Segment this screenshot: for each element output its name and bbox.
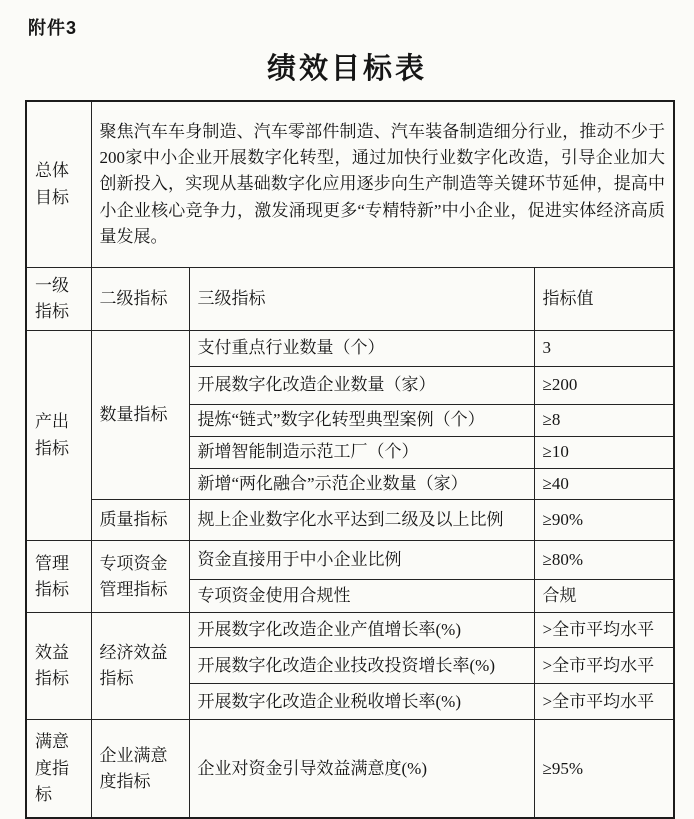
indicator-value: ≥8 — [534, 405, 674, 437]
indicator-name: 开展数字化改造企业税收增长率(%) — [189, 684, 534, 720]
indicator-name: 提炼“链式”数字化转型典型案例（个） — [189, 405, 534, 437]
indicator-name: 资金直接用于中小企业比例 — [189, 541, 534, 580]
indicator-row — [26, 331, 674, 367]
performance-target-table — [25, 100, 675, 819]
overall-goal-label: 总体目标 — [26, 101, 91, 268]
group-economic-benefit-label: 经济效益指标 — [91, 613, 189, 720]
header-level3: 三级指标 — [189, 268, 534, 331]
group-enterprise-satisfaction-label: 企业满意度指标 — [91, 720, 189, 819]
indicator-value: ≥40 — [534, 469, 674, 500]
header-level2: 二级指标 — [91, 268, 189, 331]
indicator-row — [26, 720, 674, 819]
attachment-label: 附件3 — [28, 18, 78, 38]
group-quality-label: 质量指标 — [91, 500, 189, 541]
group-special-fund-label: 专项资金管理指标 — [91, 541, 189, 613]
indicator-name: 企业对资金引导效益满意度(%) — [189, 720, 534, 819]
indicator-value: ≥200 — [534, 367, 674, 405]
indicator-value: ≥10 — [534, 437, 674, 469]
section-benefit-label: 效益指标 — [26, 613, 91, 720]
section-output-label: 产出指标 — [26, 331, 91, 541]
indicator-name: 支付重点行业数量（个） — [189, 331, 534, 367]
indicator-name: 开展数字化改造企业技改投资增长率(%) — [189, 648, 534, 684]
overall-goal-text: 聚焦汽车车身制造、汽车零部件制造、汽车装备制造细分行业，推动不少于200家中小企业开展数字化转型，通过加快行业数字化改造，引导企业加大创新投入，实现从基础数字化应用逐步向生产制造等关键环节延伸，提高中小企业核心竞争力，激发涌现更多“专精特新”中小企业，促进实体经济高质量发展。 — [91, 101, 674, 268]
overall-goal-row — [26, 101, 674, 268]
indicator-name: 新增智能制造示范工厂（个） — [189, 437, 534, 469]
indicator-value: ≥80% — [534, 541, 674, 580]
section-management-label: 管理指标 — [26, 541, 91, 613]
indicator-name: 新增“两化融合”示范企业数量（家） — [189, 469, 534, 500]
indicator-value: >全市平均水平 — [534, 648, 674, 684]
indicator-row — [26, 500, 674, 541]
indicator-value: 3 — [534, 331, 674, 367]
indicator-row — [26, 613, 674, 648]
indicator-value: 合规 — [534, 580, 674, 613]
table-header-row — [26, 268, 674, 331]
indicator-name: 开展数字化改造企业产值增长率(%) — [189, 613, 534, 648]
indicator-value: ≥90% — [534, 500, 674, 541]
section-satisfaction-label: 满意度指标 — [26, 720, 91, 819]
indicator-name: 开展数字化改造企业数量（家） — [189, 367, 534, 405]
header-value: 指标值 — [534, 268, 674, 331]
indicator-row — [26, 541, 674, 580]
indicator-value: >全市平均水平 — [534, 684, 674, 720]
group-quantity-label: 数量指标 — [91, 331, 189, 500]
indicator-value: >全市平均水平 — [534, 613, 674, 648]
page-title: 绩效目标表 — [266, 53, 427, 85]
indicator-name: 专项资金使用合规性 — [189, 580, 534, 613]
indicator-name: 规上企业数字化水平达到二级及以上比例 — [189, 500, 534, 541]
header-level1: 一级指标 — [26, 268, 91, 331]
indicator-value: ≥95% — [534, 720, 674, 819]
